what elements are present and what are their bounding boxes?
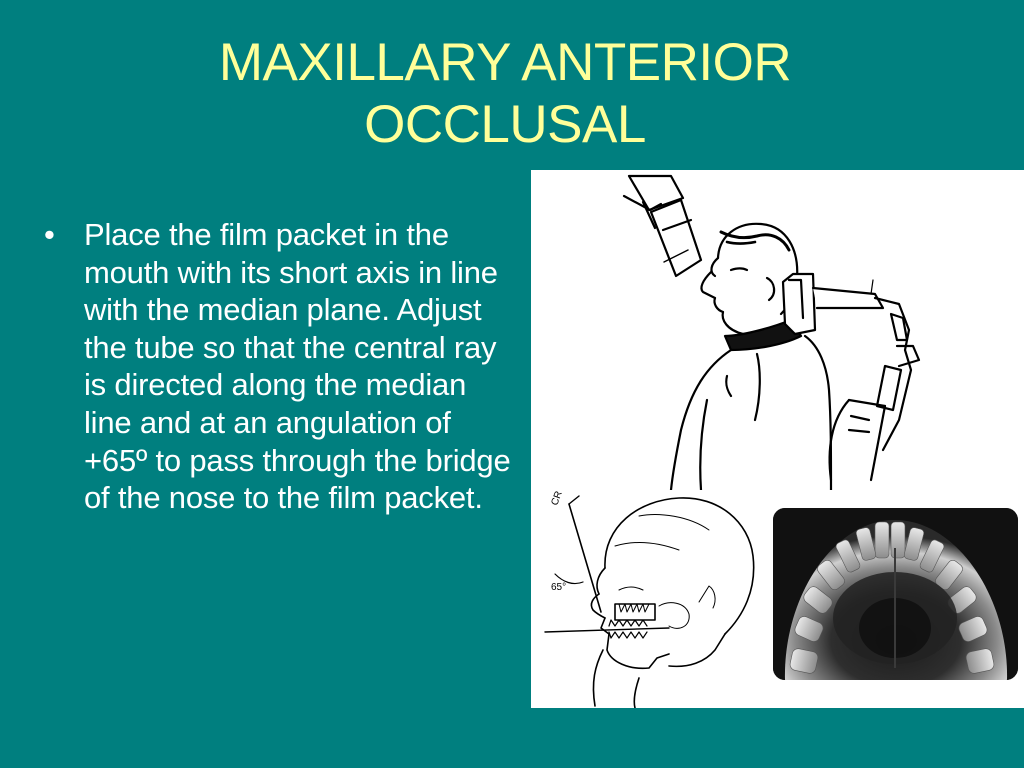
figure-panel <box>531 170 1024 708</box>
slide-title <box>0 32 1010 156</box>
occlusal-radiograph <box>773 508 1018 680</box>
xray-tube-head <box>624 176 701 276</box>
central-ray-label: CR <box>549 489 565 508</box>
patient-torso <box>671 336 831 490</box>
skull-angulation-diagram <box>539 486 779 708</box>
angle-label: 65° <box>551 582 567 593</box>
patient-positioning-illustration <box>531 170 1024 490</box>
bullet-text: Place the film packet in the mouth with its short axis in line with the median plane. Adjust the tube so that the central ray is directed along the median line and at an angulation of +65º to pass through the bridge of the nose to the film packet. <box>84 217 511 516</box>
headrest-support <box>783 274 919 480</box>
slide-title-line-2: OCCLUSAL <box>364 95 646 154</box>
bullet-marker: • <box>44 217 55 252</box>
slide-title-line-1: MAXILLARY ANTERIOR <box>218 33 792 92</box>
bullet-list <box>44 216 514 517</box>
